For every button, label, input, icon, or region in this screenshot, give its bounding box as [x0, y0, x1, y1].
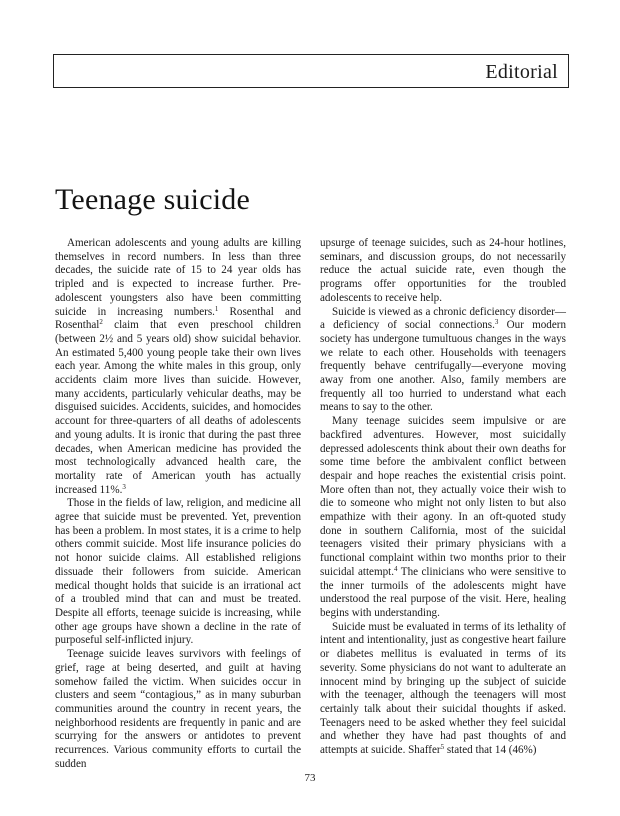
paragraph [320, 415, 566, 621]
citation-ref: 5 [440, 743, 445, 752]
right-column [320, 237, 566, 758]
article-title: Teenage suicide [55, 183, 250, 216]
paragraph [320, 306, 566, 416]
paragraph [320, 621, 566, 758]
paragraph-text: The clinicians who were sensitive to the inner turmoils of the adolescents might have understood the real purpose of the visit. Here, healing begins with understanding. [320, 565, 567, 619]
citation-ref: 3 [494, 318, 499, 327]
paragraph-text: claim that even preschool children (between 2½ and 5 years old) show suicidal behavior. An estimated 5,400 young people take their own lives each year. Among the white males in this group, only accidents claim more lives than suicide. However, many accidents, particularly vehicular deaths, may be disguised suicides. Accidents, suicides, and homocides account for three-quarters of all deaths of adolescents and young adults. It is ironic that during the past three decades, when American medicine has provided the most technologically advanced health care, the mortality rate of American youth has actually increased 11%. [55, 319, 301, 496]
paragraph-text: Our modern society has undergone tumultuous changes in the ways we relate to each other. Households with teenagers frequently behave centrifugally—everyone moving away from one another. Also, family members are frequently all too hurried to understand what each means to say to the other. [320, 319, 566, 414]
left-column [55, 237, 301, 771]
page-number: 73 [304, 772, 316, 784]
paragraph-text: Those in the fields of law, religion, and medicine all agree that suicide must be prevented. Yet, prevention has been a problem. In most states, it is a crime to help others commit suicide. Most life insurance policies do not honor suicide claims. All established religions dissuade their followers from suicide. American medical thought holds that suicide is an irrational act of a troubled mind that can and must be treated. Despite all efforts, teenage suicide is increasing, while other age groups have shown a decline in the rate of purposeful self-inflicted injury. [55, 497, 301, 647]
paragraph-text: upsurge of teenage suicides, such as 24-hour hotlines, seminars, and discussion groups, do not necessarily reduce the actual suicide rate, even though the programs offer opportunities for the troubled adolescents to receive help. [320, 237, 566, 304]
paragraph-text: Many teenage suicides seem impulsive or are backfired adventures. However, most suicidally depressed adolescents think about their own deaths for some time before the ambivalent conflict between despair and hope reaches the existential crisis point. More often than not, they actually voice their wish to die to someone who might not only listen to but also empathize with their agony. In an oft-quoted study done in southern California, most of the suicidal teenagers visited their primary physicians with a functional complaint within two months prior to their suicidal attempt. [320, 415, 566, 578]
section-banner [53, 54, 569, 88]
paragraph-text: stated that 14 (46%) [444, 744, 537, 757]
paragraph-text: Rosenthal and Rosenthal [55, 305, 301, 332]
paragraph-text: American adolescents and young adults are killing themselves in record numbers. In less than three decades, the suicide rate of 15 to 24 year olds has tripled and is expected to increase further. Pre-adolescent youngsters also have been committing suicide in increasing numbers. [55, 237, 301, 318]
paragraph [55, 237, 301, 497]
paragraph [55, 497, 301, 648]
paragraph-text: Suicide must be evaluated in terms of its lethality of intent and intentionality, just as congestive heart failure or diabetes mellitus is evaluated in terms of its severity. Some physicians do not want to adulterate an innocent mind by bringing up the subject of suicide with the teenager, although the teenagers will most certainly talk about their suicidal thoughts if asked. Teenagers need to be asked whether they feel suicidal and whether they have had past thoughts of and attempts at suicide. Shaffer [320, 620, 566, 757]
citation-ref: 4 [394, 564, 398, 573]
paragraph [55, 648, 301, 771]
section-label: Editorial [485, 61, 558, 83]
citation-ref: 1 [214, 304, 219, 313]
paragraph-text: Teenage suicide leaves survivors with feelings of grief, rage at being deserted, and guilt at having somehow failed the victim. When suicides occur in clusters and seem “contagious,” as in many suburban communities around the country in recent years, the neighborhood residents are frequently in panic and are scurrying for the answers or antidotes to prevent recurrences. Various community efforts to curtail the sudden [55, 648, 301, 770]
citation-ref: 2 [99, 318, 103, 327]
citation-ref: 3 [122, 482, 126, 491]
paragraph [320, 237, 566, 306]
paragraph-text: Suicide is viewed as a chronic deficiency disorder—a deficiency of social connections. [320, 305, 566, 332]
